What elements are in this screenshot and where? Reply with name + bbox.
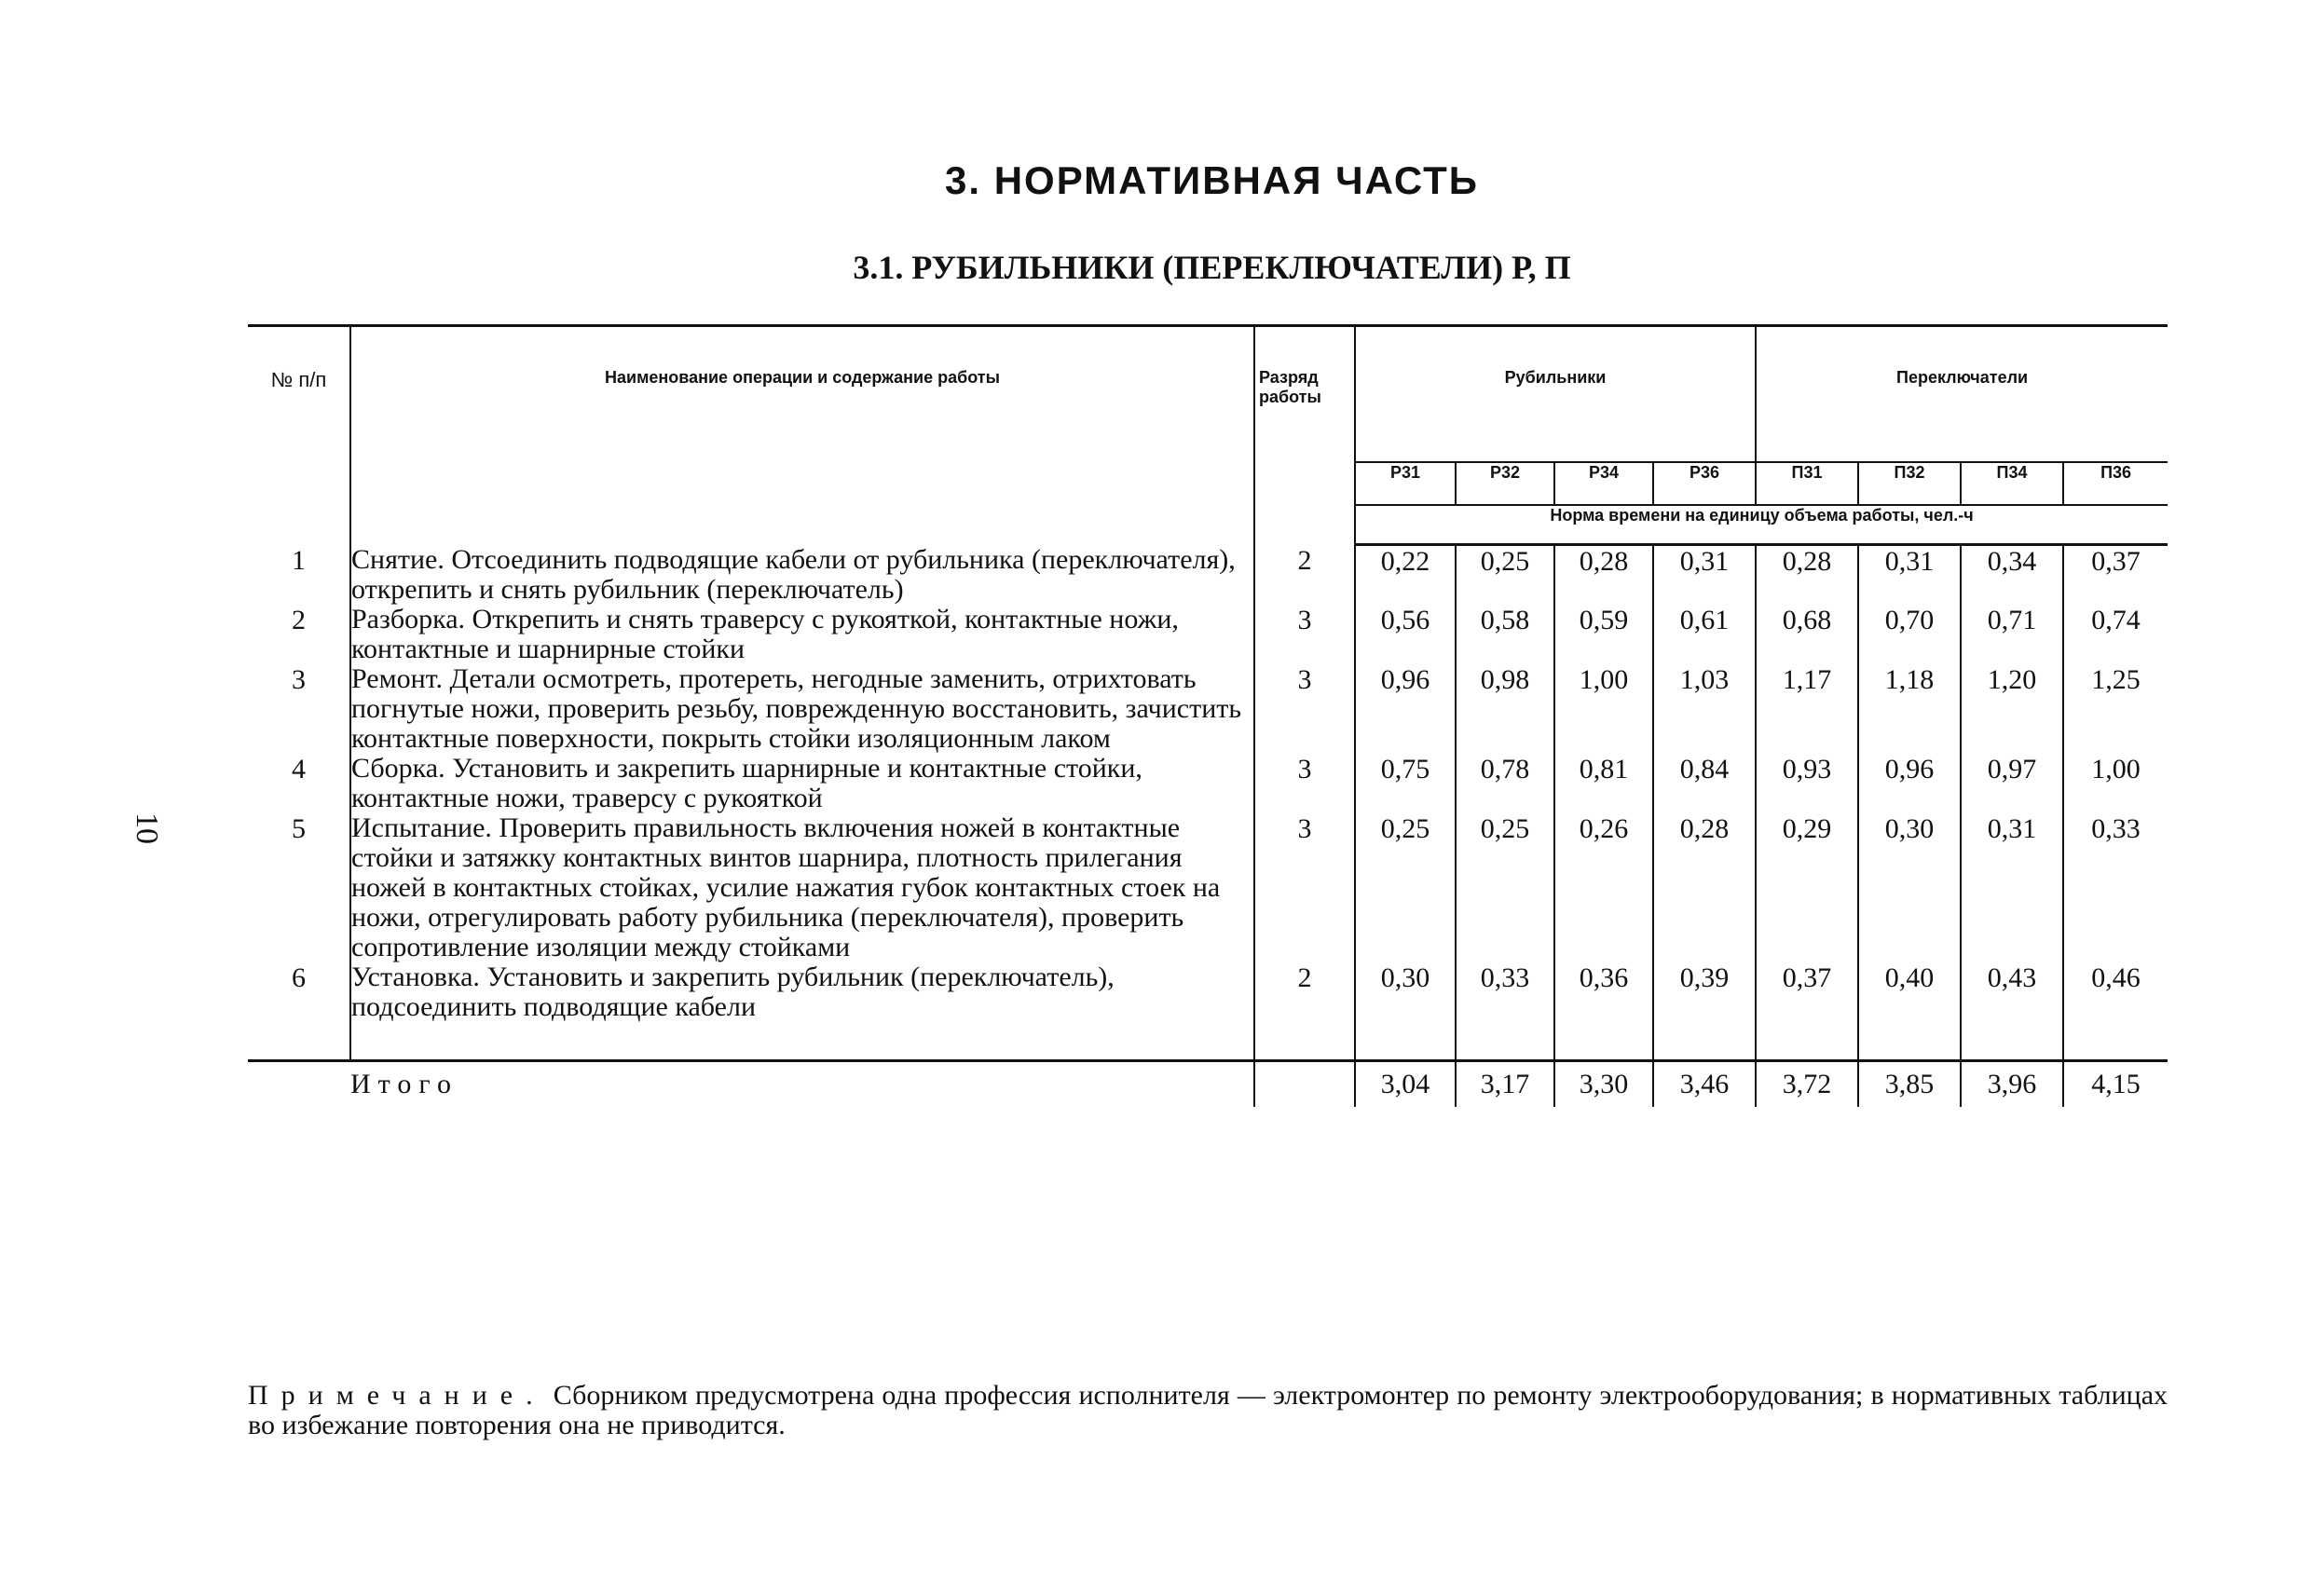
row-num: 6 xyxy=(248,962,350,1061)
row-value: 0,33 xyxy=(2063,813,2168,962)
row-value: 0,28 xyxy=(1756,545,1858,605)
row-operation: Разборка. Открепить и снять траверсу с рукояткой, контактные ножи, контактные и шарнирные стойки xyxy=(350,605,1254,664)
row-value: 0,78 xyxy=(1456,754,1554,813)
row-value: 1,03 xyxy=(1653,664,1756,754)
col-header: Р32 xyxy=(1456,462,1554,505)
row-value: 0,98 xyxy=(1456,664,1554,754)
header-operation: Наименование операции и содержание работы xyxy=(350,326,1254,545)
total-label: Итого xyxy=(248,1060,1254,1107)
row-value: 0,96 xyxy=(1355,664,1456,754)
row-operation: Снятие. Отсоединить подводящие кабели от рубильника (переключателя), открепить и снять рубильник (переключатель) xyxy=(350,545,1254,605)
row-num: 4 xyxy=(248,754,350,813)
total-grade-empty xyxy=(1254,1060,1355,1107)
total-value: 3,85 xyxy=(1858,1060,1961,1107)
row-value: 0,33 xyxy=(1456,962,1554,1061)
row-value: 1,00 xyxy=(2063,754,2168,813)
row-grade: 2 xyxy=(1297,962,1312,993)
row-value: 0,84 xyxy=(1653,754,1756,813)
col-header: Р31 xyxy=(1355,462,1456,505)
row-num: 1 xyxy=(248,545,350,605)
table-row xyxy=(248,813,2168,962)
footnote-label: Примечание. xyxy=(248,1380,546,1411)
table-row xyxy=(248,545,2168,605)
row-value: 0,34 xyxy=(1961,545,2063,605)
row-value: 0,28 xyxy=(1554,545,1653,605)
row-grade: 2 xyxy=(1297,544,1312,576)
table-row xyxy=(248,664,2168,754)
section-subtitle: 3.1. РУБИЛЬНИКИ (ПЕРЕКЛЮЧАТЕЛИ) Р, П xyxy=(853,249,1571,286)
total-value: 3,04 xyxy=(1355,1060,1456,1107)
total-value: 3,30 xyxy=(1554,1060,1653,1107)
header-unit: Норма времени на единицу объема работы, чел.-ч xyxy=(1355,505,2168,545)
header-grade: Разряд работы xyxy=(1254,326,1355,545)
footnote xyxy=(248,1381,2168,1440)
row-value: 0,46 xyxy=(2063,962,2168,1061)
row-grade: 3 xyxy=(1297,753,1312,784)
col-header: П34 xyxy=(1961,462,2063,505)
col-header: П31 xyxy=(1756,462,1858,505)
row-operation: Испытание. Проверить правильность включения ножей в контактные стойки и затяжку контактных винтов шарнира, плотность прилегания ножей в контактных стойках, усилие нажатия губок контактных стоек на ножи, отрегулировать работу рубильника (переключателя), проверить сопротивление изоляции между стойками xyxy=(350,813,1254,962)
row-value: 0,71 xyxy=(1961,605,2063,664)
total-value: 3,17 xyxy=(1456,1060,1554,1107)
section-title: 3. НОРМАТИВНАЯ ЧАСТЬ xyxy=(945,158,1479,202)
row-value: 0,26 xyxy=(1554,813,1653,962)
row-value: 0,59 xyxy=(1554,605,1653,664)
col-header: П36 xyxy=(2063,462,2168,505)
row-value: 0,93 xyxy=(1756,754,1858,813)
page-number: 10 xyxy=(130,812,164,844)
table-row xyxy=(248,754,2168,813)
row-value: 0,22 xyxy=(1355,545,1456,605)
total-value: 3,46 xyxy=(1653,1060,1756,1107)
row-value: 1,17 xyxy=(1756,664,1858,754)
row-value: 0,61 xyxy=(1653,605,1756,664)
row-grade: 3 xyxy=(1297,604,1312,635)
row-grade: 3 xyxy=(1297,663,1312,695)
row-value: 1,20 xyxy=(1961,664,2063,754)
row-value: 0,31 xyxy=(1858,545,1961,605)
row-value: 0,28 xyxy=(1653,813,1756,962)
row-num: 5 xyxy=(248,813,350,962)
row-value: 0,30 xyxy=(1858,813,1961,962)
row-value: 1,00 xyxy=(1554,664,1653,754)
row-value: 0,37 xyxy=(1756,962,1858,1061)
col-header: П32 xyxy=(1858,462,1961,505)
row-num: 2 xyxy=(248,605,350,664)
col-header: Р34 xyxy=(1554,462,1653,505)
table-row xyxy=(248,605,2168,664)
col-header: Р36 xyxy=(1653,462,1756,505)
row-value: 0,25 xyxy=(1456,813,1554,962)
table-row xyxy=(248,962,2168,1061)
row-operation: Ремонт. Детали осмотреть, протереть, негодные заменить, отрихтовать погнутые ножи, проверить резьбу, поврежденную восстановить, зачистить контактные поверхности, покрыть стойки изоляционным лаком xyxy=(350,664,1254,754)
row-value: 0,25 xyxy=(1355,813,1456,962)
row-value: 0,56 xyxy=(1355,605,1456,664)
row-value: 0,97 xyxy=(1961,754,2063,813)
row-grade: 3 xyxy=(1297,812,1312,844)
total-value: 4,15 xyxy=(2063,1060,2168,1107)
row-value: 0,39 xyxy=(1653,962,1756,1061)
row-value: 1,25 xyxy=(2063,664,2168,754)
total-value: 3,72 xyxy=(1756,1060,1858,1107)
row-value: 0,68 xyxy=(1756,605,1858,664)
row-value: 1,18 xyxy=(1858,664,1961,754)
row-value: 0,25 xyxy=(1456,545,1554,605)
row-value: 0,74 xyxy=(2063,605,2168,664)
row-value: 0,75 xyxy=(1355,754,1456,813)
row-value: 0,30 xyxy=(1355,962,1456,1061)
row-value: 0,43 xyxy=(1961,962,2063,1061)
norms-table xyxy=(248,324,2168,1107)
header-num: № п/п xyxy=(248,326,350,545)
row-value: 0,58 xyxy=(1456,605,1554,664)
row-operation: Сборка. Установить и закрепить шарнирные и контактные стойки, контактные ножи, траверсу с рукояткой xyxy=(350,754,1254,813)
row-value: 0,37 xyxy=(2063,545,2168,605)
row-value: 0,81 xyxy=(1554,754,1653,813)
row-value: 0,29 xyxy=(1756,813,1858,962)
total-value: 3,96 xyxy=(1961,1060,2063,1107)
total-row xyxy=(248,1060,2168,1107)
header-group-switches: Рубильники xyxy=(1355,326,1756,463)
row-operation: Установка. Установить и закрепить рубильник (переключатель), подсоединить подводящие кабели xyxy=(350,962,1254,1061)
row-value: 0,36 xyxy=(1554,962,1653,1061)
row-value: 0,40 xyxy=(1858,962,1961,1061)
row-value: 0,31 xyxy=(1653,545,1756,605)
header-group-changeovers: Переключатели xyxy=(1756,326,2168,463)
row-value: 0,70 xyxy=(1858,605,1961,664)
row-num: 3 xyxy=(248,664,350,754)
row-value: 0,96 xyxy=(1858,754,1961,813)
row-value: 0,31 xyxy=(1961,813,2063,962)
footnote-text: Сборником предусмотрена одна профессия исполнителя — электромонтер по ремонту электрооборудования; в нормативных таблицах во избежание повторения она не приводится. xyxy=(248,1380,2168,1440)
